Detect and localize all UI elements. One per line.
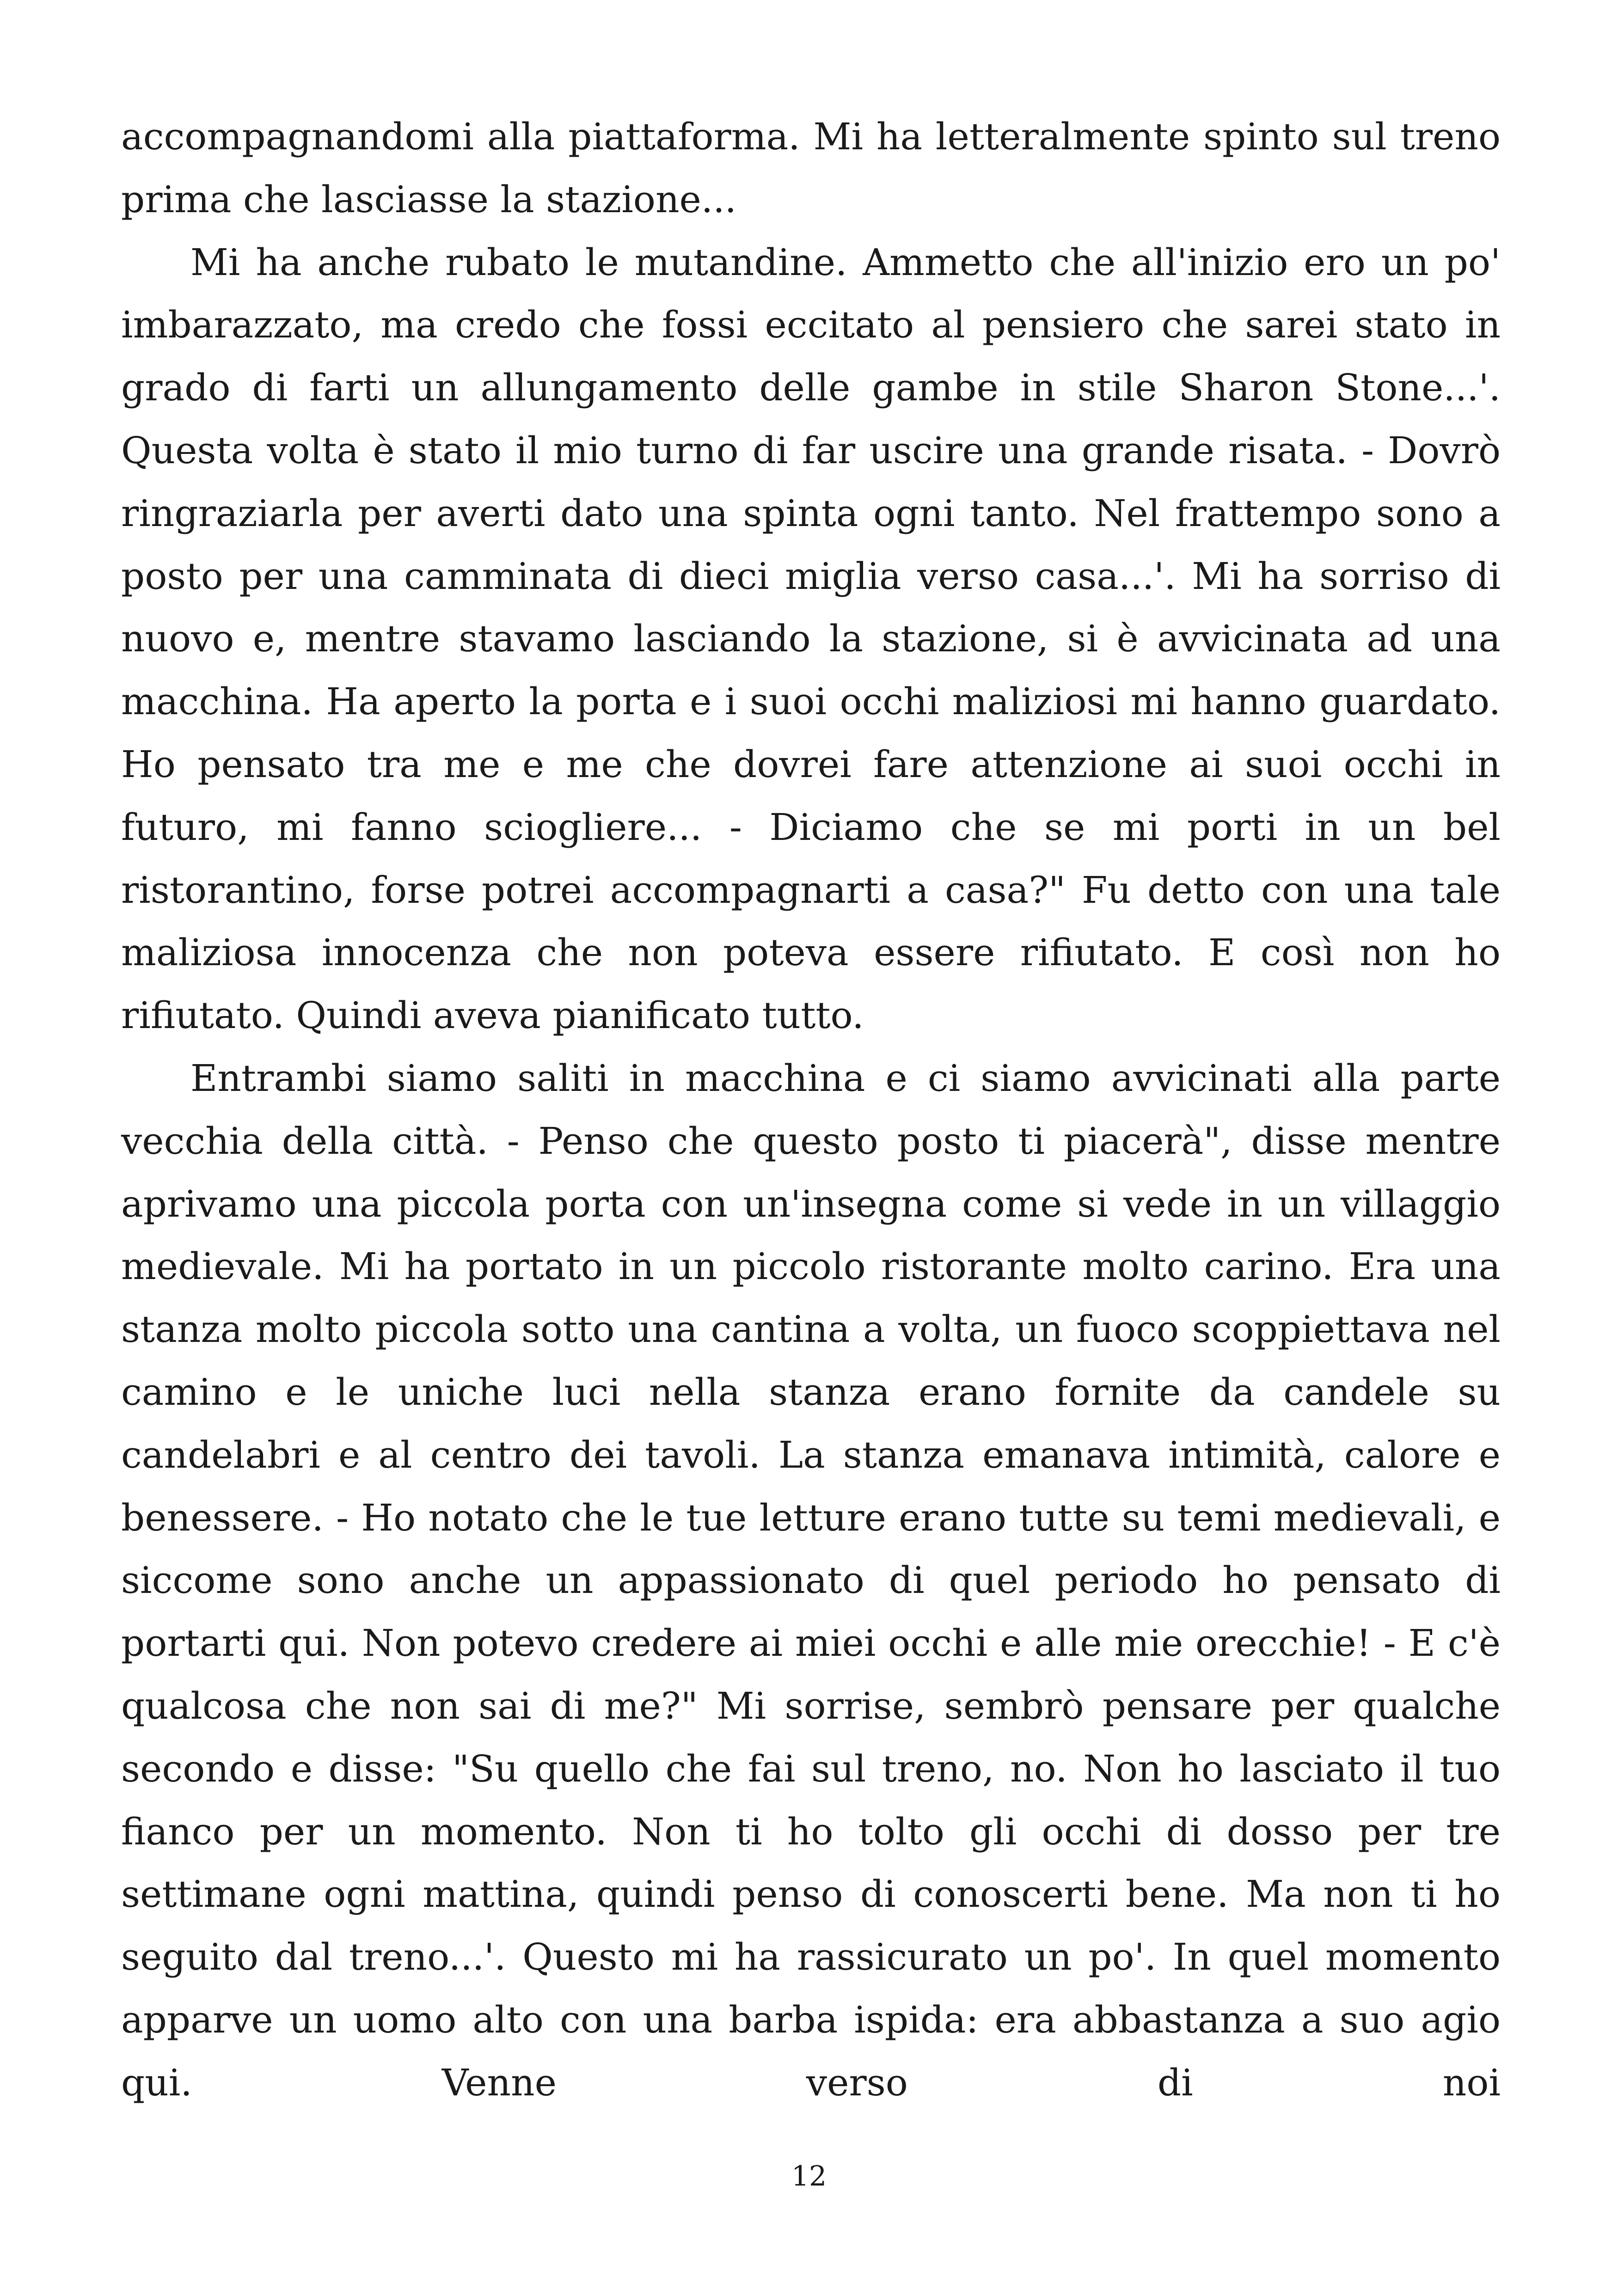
- paragraph-stolen-panties: Mi ha anche rubato le mutandine. Ammetto che all'inizio ero un po' imbarazzato, ma credo che fossi eccitato al pensiero che sarei stato in grado di farti un allungamento delle gambe in stile Sharon Stone...'. Questa volta è stato il mio turno di far uscire una grande risata. - Dovrò ringraziarla per averti dato una spinta ogni tanto. Nel frattempo sono a posto per una camminata di dieci miglia verso casa...'. Mi ha sorriso di nuovo e, mentre stavamo lasciando la stazione, si è avvicinata ad una macchina. Ha aperto la porta e i suoi occhi maliziosi mi hanno guardato. Ho pensato tra me e me che dovrei fare attenzione ai suoi occhi in futuro, mi fanno sciogliere... - Diciamo che se mi porti in un bel ristorantino, forse potrei accompagnarti a casa?" Fu detto con una tale maliziosa innocenza che non poteva essere rifiutato. E così non ho rifiutato. Quindi aveva pianificato tutto.: [121, 240, 1501, 1037]
- paragraph-continuation: accompagnandomi alla piattaforma. Mi ha letteralmente spinto sul treno prima che lasciasse la stazione...: [121, 115, 1501, 221]
- body-text: [121, 105, 1501, 2114]
- paragraph-restaurant: Entrambi siamo saliti in macchina e ci siamo avvicinati alla parte vecchia della città. - Penso che questo posto ti piacerà", disse mentre aprivamo una piccola porta con un'insegna come si vede in un villaggio medievale. Mi ha portato in un piccolo ristorante molto carino. Era una stanza molto piccola sotto una cantina a volta, un fuoco scoppiettava nel camino e le uniche luci nella stanza erano fornite da candele su candelabri e al centro dei tavoli. La stanza emanava intimità, calore e benessere. - Ho notato che le tue letture erano tutte su temi medievali, e siccome sono anche un appassionato di quel periodo ho pensato di portarti qui. Non potevo credere ai miei occhi e alle mie orecchie! - E c'è qualcosa che non sai di me?" Mi sorrise, sembrò pensare per qualche secondo e disse: "Su quello che fai sul treno, no. Non ho lasciato il tuo fianco per un momento. Non ti ho tolto gli occhi di dosso per tre settimane ogni mattina, quindi penso di conoscerti bene. Ma non ti ho seguito dal treno...'. Questo mi ha rassicurato un po'. In quel momento apparve un uomo alto con una barba ispida: era abbastanza a suo agio qui. Venne verso di noi: [121, 1056, 1501, 2104]
- page-number: 12: [791, 2160, 827, 2192]
